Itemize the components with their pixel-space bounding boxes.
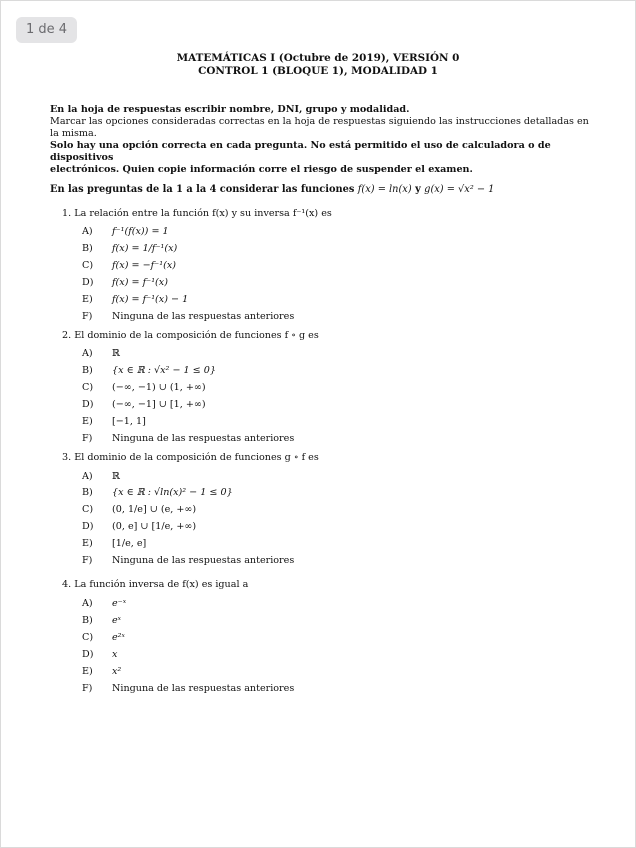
instruction-line: Marcar las opciones consideradas correctas en la hoja de respuestas siguiendo las instrucciones detalladas en la misma. <box>50 116 589 139</box>
question-1 <box>62 208 332 219</box>
option-text: (0, 1/e] ∪ (e, +∞) <box>112 504 197 515</box>
option-text: (−∞, −1) ∪ (1, +∞) <box>112 382 206 393</box>
option-3d <box>82 521 196 532</box>
option-text: f(x) = f⁻¹(x) <box>112 277 168 288</box>
question-number: 1. <box>62 208 72 219</box>
option-text: x <box>112 649 118 660</box>
option-2c <box>82 382 206 393</box>
option-letter: B) <box>82 615 93 626</box>
option-letter: E) <box>82 538 93 549</box>
option-letter: C) <box>82 260 94 271</box>
question-4 <box>62 579 248 590</box>
option-2d <box>82 399 206 410</box>
option-1d <box>82 277 168 288</box>
question-3 <box>62 452 319 463</box>
instructions <box>50 104 590 176</box>
option-letter: C) <box>82 632 94 643</box>
option-letter: D) <box>82 649 94 660</box>
instruction-line: En la hoja de respuestas escribir nombre, DNI, grupo y modalidad. <box>50 104 410 115</box>
option-text: Ninguna de las respuestas anteriores <box>112 683 295 694</box>
option-letter: E) <box>82 666 93 677</box>
option-letter: B) <box>82 487 93 498</box>
instruction-line: Solo hay una opción correcta en cada pregunta. No está permitido el uso de calculadora o de dispositivos <box>50 140 551 163</box>
option-letter: F) <box>82 683 93 694</box>
option-4a <box>82 598 126 609</box>
option-letter: D) <box>82 521 94 532</box>
function-g: g(x) = √x² − 1 <box>424 184 495 195</box>
intro-and: y <box>411 184 425 195</box>
option-letter: C) <box>82 382 94 393</box>
option-letter: A) <box>82 226 93 237</box>
option-text: e²ˣ <box>112 632 125 643</box>
option-1c <box>82 260 176 271</box>
option-3f <box>82 555 294 566</box>
option-letter: E) <box>82 294 93 305</box>
option-letter: C) <box>82 504 94 515</box>
intro-text: En las preguntas de la 1 a la 4 considerar las funciones <box>50 184 358 195</box>
option-text: e⁻ˣ <box>112 598 127 609</box>
option-letter: A) <box>82 598 93 609</box>
option-letter: D) <box>82 399 94 410</box>
exam-header <box>0 52 636 78</box>
question-text: El dominio de la composición de funciones g ∘ f es <box>74 452 319 463</box>
option-letter: B) <box>82 243 93 254</box>
option-4b <box>82 615 121 626</box>
option-3c <box>82 504 196 515</box>
option-letter: F) <box>82 311 93 322</box>
option-4c <box>82 632 125 643</box>
question-number: 3. <box>62 452 72 463</box>
question-2 <box>62 330 319 341</box>
option-text: (−∞, −1] ∪ [1, +∞) <box>112 399 206 410</box>
option-letter: D) <box>82 277 94 288</box>
option-text: eˣ <box>112 615 122 626</box>
option-text: Ninguna de las respuestas anteriores <box>112 555 295 566</box>
option-text: f(x) = 1/f⁻¹(x) <box>112 243 178 254</box>
option-text: {x ∈ ℝ : √x² − 1 ≤ 0} <box>112 365 216 376</box>
option-4e <box>82 666 121 677</box>
option-text: (0, e] ∪ [1/e, +∞) <box>112 521 197 532</box>
page-indicator: 1 de 4 <box>16 17 77 43</box>
questions-intro <box>50 184 590 195</box>
option-letter: A) <box>82 348 93 359</box>
instruction-line: electrónicos. Quien copie información corre el riesgo de suspender el examen. <box>50 164 473 175</box>
option-text: Ninguna de las respuestas anteriores <box>112 433 295 444</box>
option-3b <box>82 487 233 498</box>
option-text: [1/e, e] <box>112 538 147 549</box>
question-number: 4. <box>62 579 72 590</box>
option-text: Ninguna de las respuestas anteriores <box>112 311 295 322</box>
question-text: La relación entre la función f(x) y su inversa f⁻¹(x) es <box>74 208 332 219</box>
question-text: El dominio de la composición de funciones f ∘ g es <box>74 330 319 341</box>
question-number: 2. <box>62 330 72 341</box>
option-2f <box>82 433 294 444</box>
option-letter: F) <box>82 555 93 566</box>
option-text: ℝ <box>112 471 120 482</box>
question-text: La función inversa de f(x) es igual a <box>74 579 249 590</box>
option-text: ℝ <box>112 348 120 359</box>
option-3e <box>82 538 146 549</box>
option-1e <box>82 294 188 305</box>
exam-subtitle: CONTROL 1 (BLOQUE 1), MODALIDAD 1 <box>198 65 438 77</box>
function-f: f(x) = ln(x) <box>357 184 412 195</box>
option-1a <box>82 226 169 237</box>
option-2e <box>82 416 146 427</box>
option-4d <box>82 649 117 660</box>
option-2b <box>82 365 216 376</box>
option-text: x² <box>112 666 122 677</box>
option-text: f(x) = f⁻¹(x) − 1 <box>112 294 189 305</box>
option-text: {x ∈ ℝ : √ln(x)² − 1 ≤ 0} <box>112 487 233 498</box>
option-4f <box>82 683 294 694</box>
exam-title: MATEMÁTICAS I (Octubre de 2019), VERSIÓN 0 <box>176 52 460 64</box>
option-letter: A) <box>82 471 93 482</box>
option-letter: F) <box>82 433 93 444</box>
option-1f <box>82 311 294 322</box>
option-text: f(x) = −f⁻¹(x) <box>112 260 176 271</box>
option-text: [−1, 1] <box>112 416 146 427</box>
option-text: f⁻¹(f(x)) = 1 <box>112 226 169 237</box>
option-1b <box>82 243 177 254</box>
option-2a <box>82 348 120 359</box>
option-3a <box>82 471 120 482</box>
option-letter: E) <box>82 416 93 427</box>
option-letter: B) <box>82 365 93 376</box>
